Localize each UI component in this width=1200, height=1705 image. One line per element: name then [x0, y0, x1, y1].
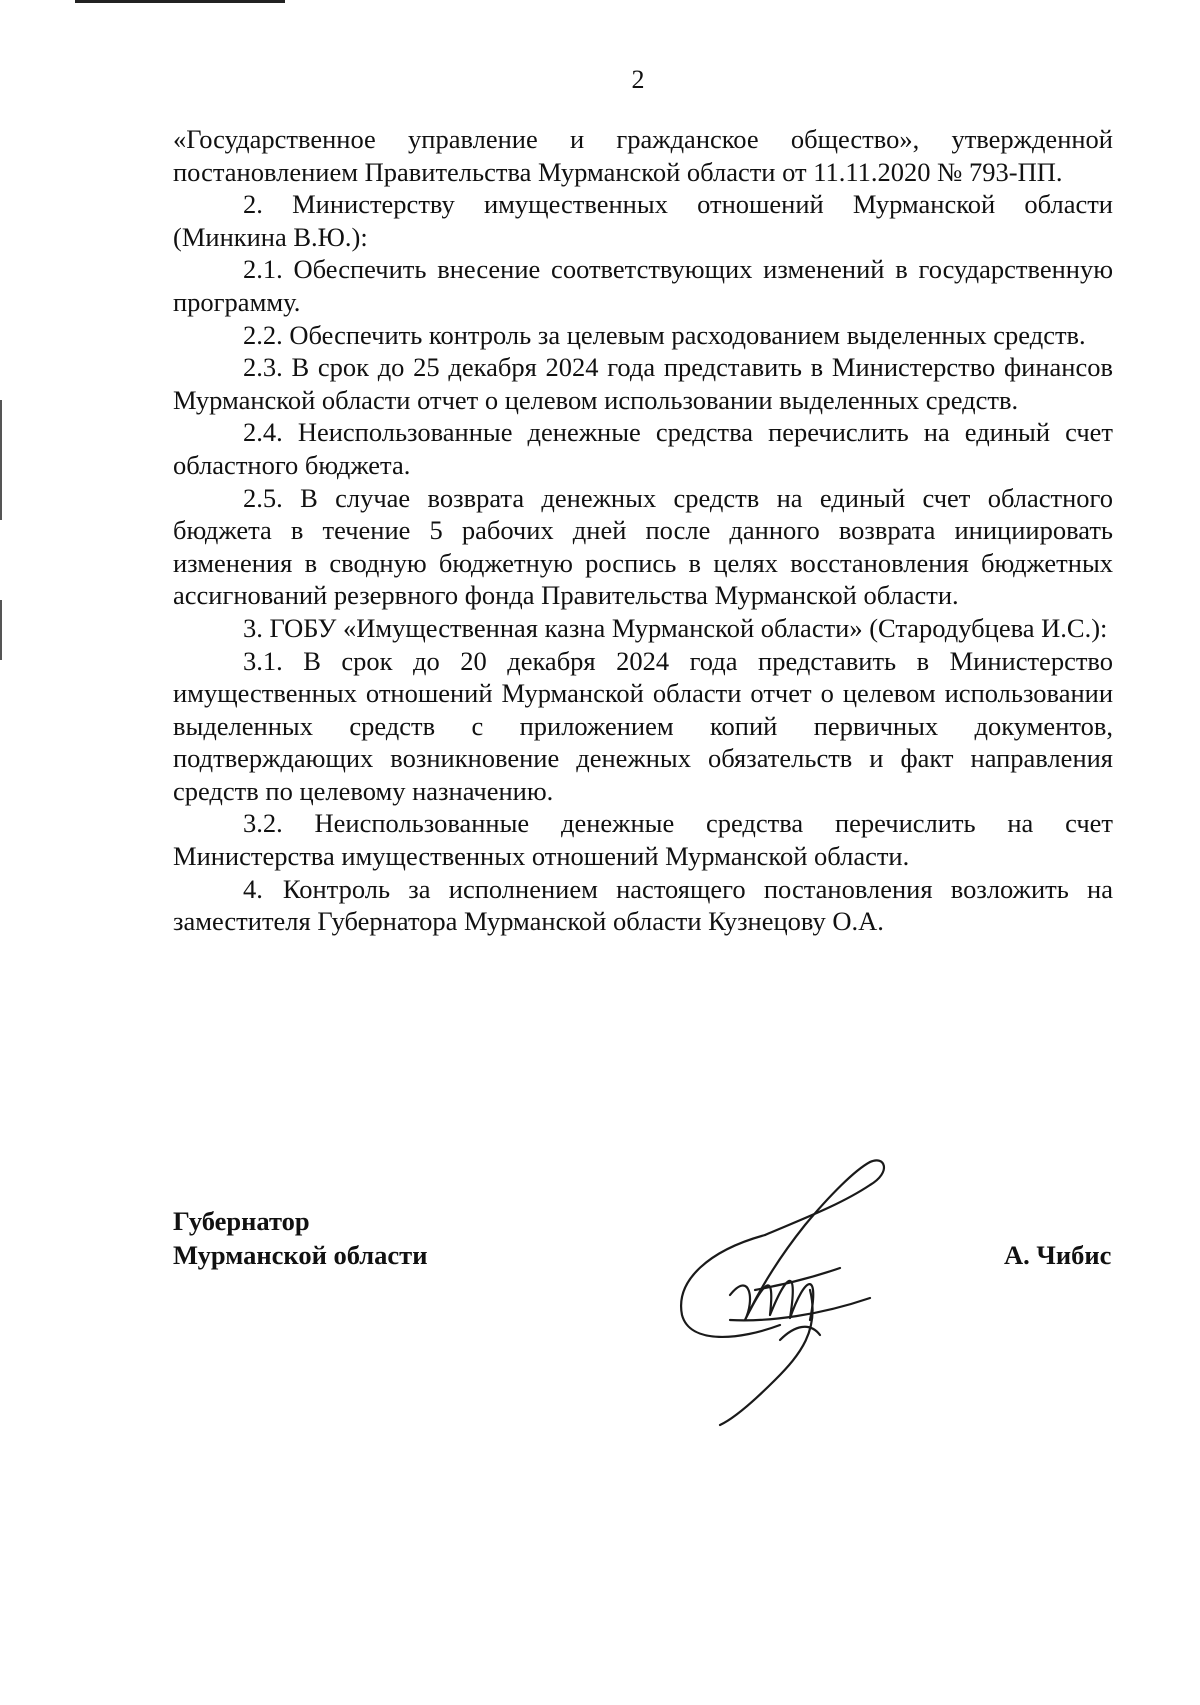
handwritten-signature [670, 1150, 940, 1430]
top-rule [75, 0, 285, 3]
document-body [173, 123, 1113, 938]
paragraph-item-3-2: 3.2. Неиспользованные денежные средства перечислить на счет Министерства имущественных отношений Мурманской области. [173, 808, 1113, 872]
paragraph-item-3: 3. ГОБУ «Имущественная казна Мурманской области» (Стародубцева И.С.): [243, 612, 1108, 643]
paragraph-item-2-4: 2.4. Неиспользованные денежные средства перечислить на единый счет областного бюджета. [173, 417, 1113, 480]
paragraph-item-4 [173, 873, 1113, 938]
signatory-title [173, 1204, 427, 1272]
signatory-title-line2: Мурманской области [173, 1240, 428, 1270]
signatory-title-line1: Губернатор [173, 1206, 310, 1236]
item-4-text: Контроль за исполнением настоящего постановления возложить на заместителя Губернатора Мурманской области Кузнецову О.А. [173, 873, 1113, 937]
paragraph-item-2-5: 2.5. В случае возврата денежных средств на единый счет областного бюджета в течение 5 рабочих дней после данного возврата инициировать изменения в сводную бюджетную роспись в целях восстановления бюджетных ассигнований резервного фонда Правительства Мурманской области. [173, 482, 1113, 611]
paragraph-program-reference: «Государственное управление и гражданское общество», утвержденной постановлением Правительства Мурманской области от 11.11.2020 № 793-ПП. [173, 124, 1113, 187]
page-number: 2 [631, 65, 645, 94]
edge-mark [0, 400, 2, 520]
paragraph-item-2-2: 2.2. Обеспечить контроль за целевым расходованием выделенных средств. [243, 319, 1086, 350]
paragraph-item-3-1: 3.1. В срок до 20 декабря 2024 года представить в Министерство имущественных отношений Мурманской области отчет о целевом использовании выделенных средств с приложением копий первичных документов, подтверждающих возникновение денежных обязательств и факт направления средств по целевому назначению. [173, 645, 1113, 806]
edge-mark [0, 600, 2, 660]
paragraph-item-2-1: 2.1. Обеспечить внесение соответствующих изменений в государственную программу. [173, 254, 1113, 317]
paragraph-item-2: 2. Министерству имущественных отношений Мурманской области (Минкина В.Ю.): [173, 189, 1113, 252]
item-4-number: 4. [243, 873, 263, 904]
paragraph-item-2-3: 2.3. В срок до 25 декабря 2024 года представить в Министерство финансов Мурманской области отчет о целевом использовании выделенных средств. [173, 352, 1113, 415]
signatory-name: А. Чибис [1004, 1240, 1112, 1270]
